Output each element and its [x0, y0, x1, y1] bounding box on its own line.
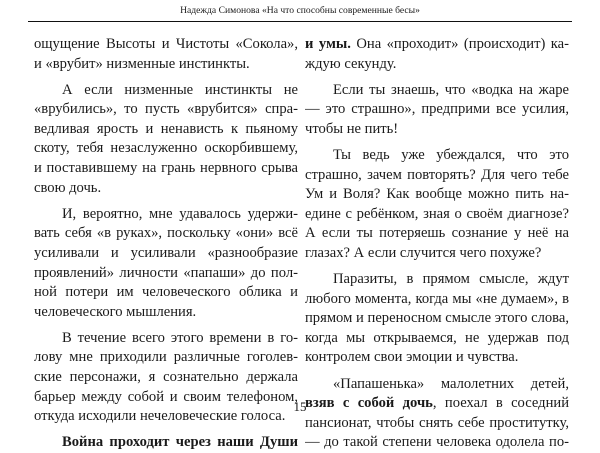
- text-line: [305, 290, 569, 310]
- line-text: контролем свои эмоции и чувства.: [305, 349, 519, 366]
- text-line: [34, 81, 298, 101]
- text-line: [34, 244, 298, 264]
- line-text: Ум и Воля? Как вообще можно пить на-: [305, 186, 569, 203]
- text-line: [305, 244, 569, 264]
- text-line: [305, 100, 569, 120]
- bold-text: и умы.: [305, 36, 351, 52]
- line-text: ждую секунду.: [305, 55, 397, 72]
- line-text: В течение всего этого времени в го-: [62, 329, 298, 346]
- line-text: скоту, тебя незаслуженно оскорбившему,: [34, 140, 298, 157]
- running-header: Надежда Симонова «На что способны современные бесы»: [180, 5, 420, 16]
- text-line: [305, 414, 569, 434]
- bold-text: Война проходит через наши Души: [62, 434, 298, 451]
- line-text: барьер между собой и своим телефоном,: [34, 388, 298, 405]
- line-text: А если ты потеряешь сознание у неё на: [305, 225, 569, 242]
- line-text: свою дочь.: [34, 179, 102, 196]
- left-column: [34, 35, 298, 453]
- text-line: [34, 55, 298, 75]
- text-line: [305, 185, 569, 205]
- text-line: [34, 120, 298, 140]
- line-text: А если низменные инстинкты не: [62, 81, 298, 98]
- text-line: [34, 329, 298, 349]
- text-line: [34, 159, 298, 179]
- text-line: [305, 55, 569, 75]
- line-text: «врубились», то пусть «врубится» спра-: [34, 101, 298, 118]
- line-text: ведливая ярость и ненависть к пьяному: [34, 120, 298, 137]
- text-line: [34, 100, 298, 120]
- line-text: откуда исходили нечеловеческие голоса.: [34, 408, 286, 425]
- line-text: прямом и переносном смысле этого слова,: [305, 310, 569, 327]
- text-line: [34, 433, 298, 453]
- page-number: 15: [293, 399, 307, 414]
- line-text: лову мне приходили различные гоголев-: [34, 349, 298, 366]
- line-text: вать себя «в руках», поскольку «они» всё: [34, 225, 298, 242]
- line-text: Ты ведь уже убеждался, что это: [333, 146, 569, 163]
- line-text: «Папашенька» малолетних детей,: [333, 375, 569, 392]
- text-line: [34, 139, 298, 159]
- line-text: любого момента, когда мы «не думаем», в: [305, 290, 569, 307]
- text-line: [34, 368, 298, 388]
- text-line: [305, 146, 569, 166]
- text-line: [305, 205, 569, 225]
- header-rule: [28, 21, 572, 22]
- text-line: [305, 81, 569, 101]
- text-line: [34, 264, 298, 284]
- line-text: — до такой степени человека одолела по-: [305, 434, 569, 451]
- text-line: [34, 179, 298, 199]
- line-text: И, вероятно, мне удавалось удержи-: [62, 205, 298, 222]
- line-text: усиливали и усиливали «разнообразие: [34, 244, 298, 261]
- line-text: и поставившему на грань нервного срыва: [34, 160, 298, 177]
- text-line: [305, 375, 569, 395]
- line-text: ощущение Высоты и Чистоты «Сокола»,: [34, 36, 298, 52]
- text-line: [305, 166, 569, 186]
- line-text: чтобы не пить!: [305, 120, 399, 137]
- text-line: [34, 224, 298, 244]
- line-text: — это страшно», предприми все усилия,: [305, 101, 569, 118]
- line-text: и «врубит» низменные инстинкты.: [34, 55, 250, 72]
- text-line: [305, 270, 569, 290]
- text-line: [34, 303, 298, 323]
- text-line: [305, 35, 569, 55]
- text-line: [305, 329, 569, 349]
- line-text: человеческого мышления.: [34, 303, 197, 320]
- line-text: ские персонажи, я сознательно держала: [34, 369, 298, 385]
- line-text: едине с ребёнком, зная о своём диагнозе?: [305, 205, 569, 222]
- text-line: [34, 35, 298, 55]
- line-text: когда мы открываемся, не удержав под: [305, 329, 569, 346]
- line-text: пансионат, чтобы снять себе проститутку,: [305, 414, 569, 431]
- bold-text: взяв с собой дочь: [305, 395, 433, 412]
- text-line: [305, 309, 569, 329]
- text-line: [305, 348, 569, 368]
- line-text: ной потери им человеческого облика и: [34, 284, 298, 301]
- text-line: [34, 348, 298, 368]
- line-text: Если ты знаешь, что «водка на жаре: [333, 81, 569, 98]
- line-text: глазах? А если случится чего похуже?: [305, 244, 542, 261]
- line-text: страшно, зачем повторять? Для чего тебе: [305, 166, 569, 183]
- text-line: [34, 283, 298, 303]
- text-line: [305, 433, 569, 453]
- right-column: [305, 35, 569, 453]
- text-line: [34, 205, 298, 225]
- line-text: Паразиты, в прямом смысле, ждут: [333, 271, 569, 288]
- line-text: проявлений» личности «папаши» до пол-: [34, 264, 298, 281]
- line-text: Она «проходит» (происходит) ка-: [350, 36, 569, 52]
- text-line: [305, 120, 569, 140]
- text-line: [305, 224, 569, 244]
- line-text: , поехал в соседний: [432, 395, 569, 412]
